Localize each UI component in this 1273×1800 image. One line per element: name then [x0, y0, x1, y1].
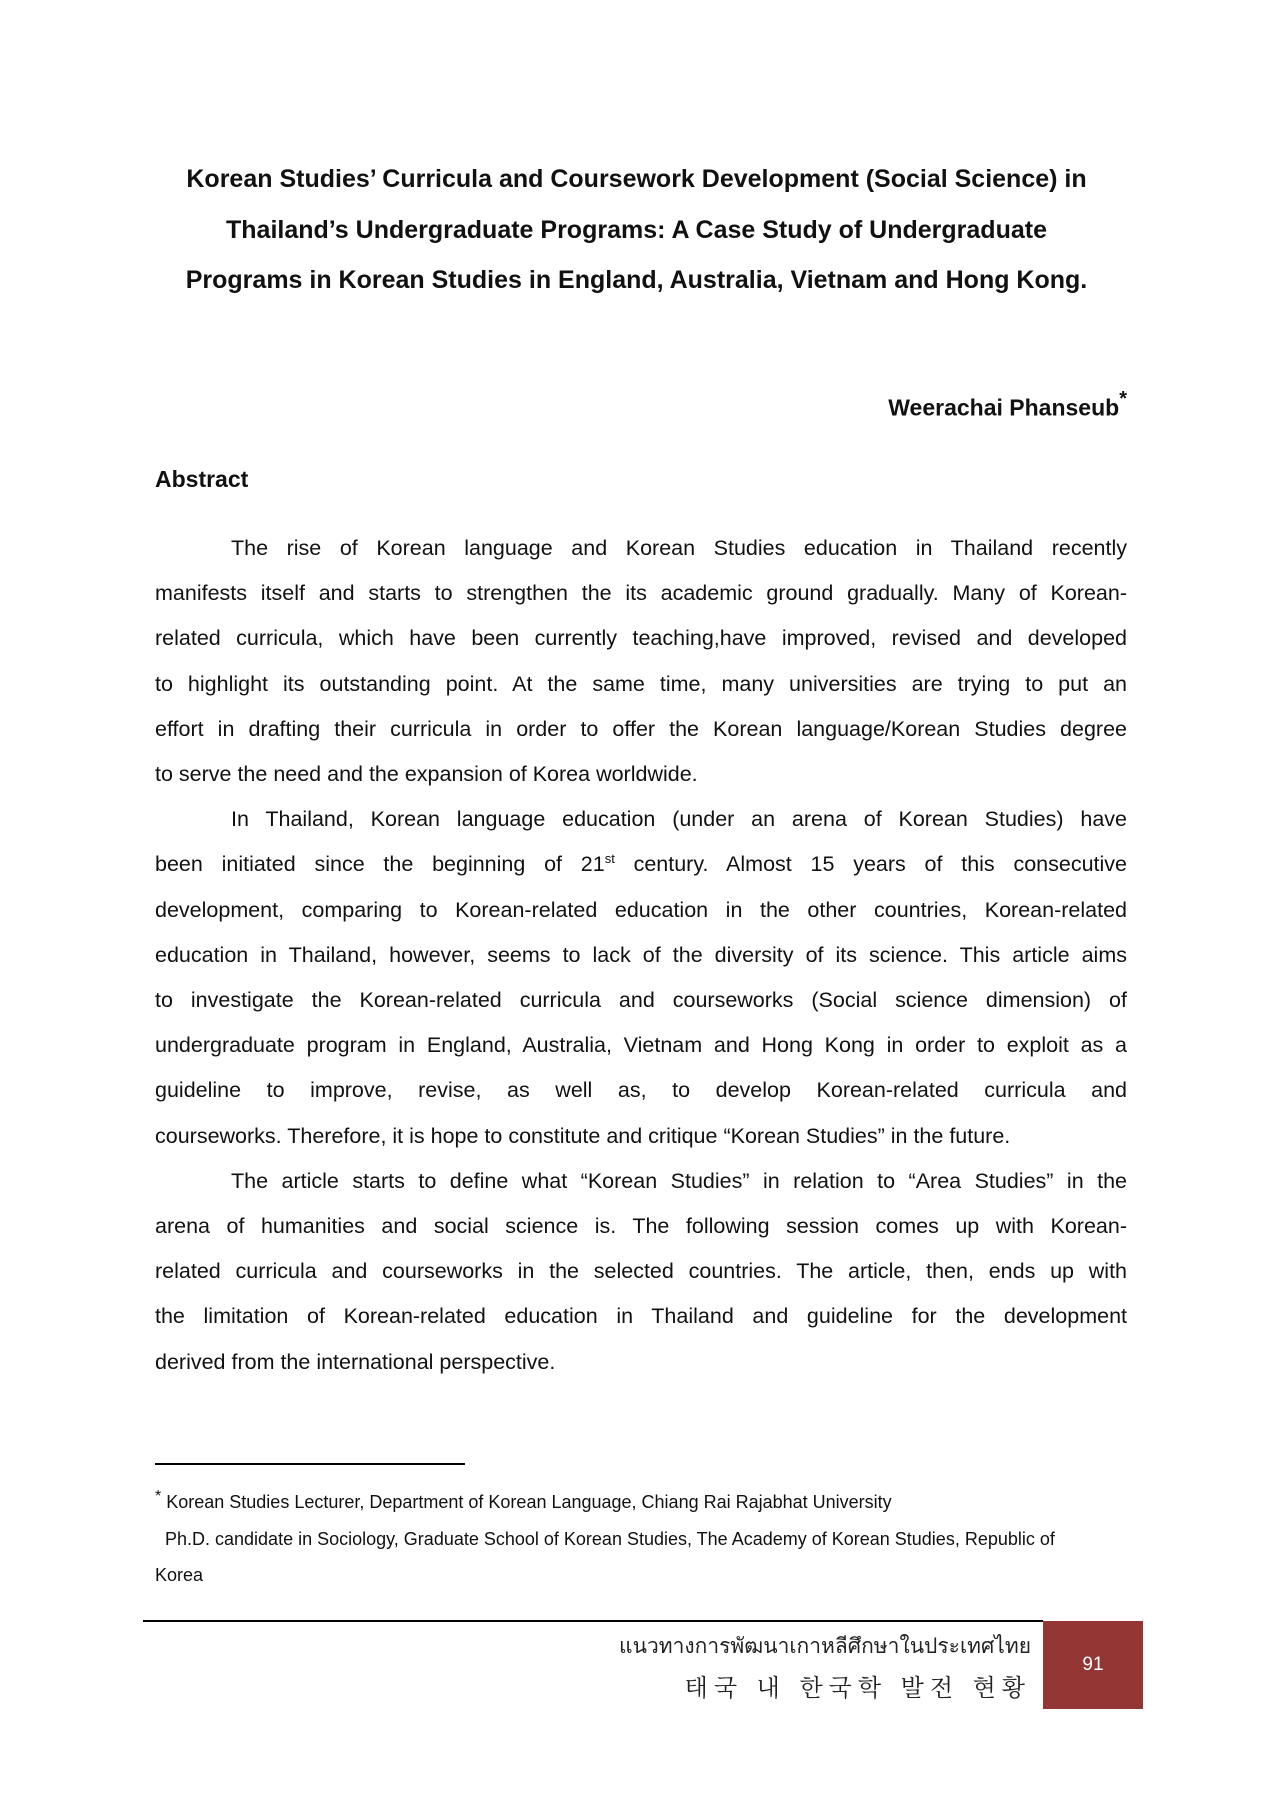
page-number: 91 — [1043, 1621, 1143, 1709]
text-line: effort in drafting their curricula in order to offer the Korean language/Korean Studies degree — [155, 716, 1127, 741]
footnote-line: Ph.D. candidate in Sociology, Graduate School of Korean Studies, The Academy of Korean Studies, Republic of — [165, 1528, 1055, 1549]
title-line: Thailand’s Undergraduate Programs: A Case Study of Undergraduate — [226, 215, 1047, 244]
text-line: In Thailand, Korean language education (under an arena of Korean Studies) have — [231, 807, 1127, 832]
text-line: to investigate the Korean-related curricula and courseworks (Social science dimension) of — [155, 988, 1127, 1013]
text-line: education in Thailand, however, seems to lack of the diversity of its science. This article aims — [155, 942, 1127, 967]
text-line — [155, 842, 1127, 887]
author-footnote-mark: * — [1119, 388, 1127, 410]
text-line: guideline to improve, revise, as well as, to develop Korean-related curricula and — [155, 1078, 1127, 1103]
text-line: development, comparing to Korean-related education in the other countries, Korean-related — [155, 897, 1127, 922]
text-line: related curricula and courseworks in the selected countries. The article, then, ends up with — [155, 1259, 1127, 1284]
abstract-heading: Abstract — [155, 466, 249, 492]
title-line: Programs in Korean Studies in England, Australia, Vietnam and Hong Kong. — [185, 266, 1088, 294]
text-line: the limitation of Korean-related education in Thailand and guideline for the development — [155, 1304, 1127, 1329]
footer-divider — [143, 1620, 1043, 1622]
footnote-mark: * — [155, 1488, 162, 1505]
text-line: arena of humanities and social science is. The following session comes up with Korean- — [155, 1214, 1127, 1239]
text-line: The rise of Korean language and Korean Studies education in Thailand recently — [231, 536, 1127, 560]
author — [888, 390, 1127, 422]
text-line: to highlight its outstanding point. At the same time, many universities are trying to put an — [155, 671, 1127, 696]
text-line: The article starts to define what “Korean Studies” in relation to “Area Studies” in the — [231, 1168, 1127, 1193]
footnote-divider — [155, 1463, 465, 1465]
text-line: undergraduate program in England, Australia, Vietnam and Hong Kong in order to exploit as a — [155, 1033, 1127, 1058]
text-segment: century. Almost 15 years of this consecutive — [614, 852, 1127, 877]
footnote-line — [155, 1484, 1127, 1521]
text-line: related curricula, which have been currently teaching,have improved, revised and developed — [155, 626, 1127, 651]
text-line: derived from the international perspective. — [155, 1349, 556, 1374]
text-line: courseworks. Therefore, it is hope to constitute and critique “Korean Studies” in the future. — [155, 1123, 1011, 1148]
abstract-body — [155, 526, 1127, 1385]
footnote-line: Korea — [155, 1565, 204, 1585]
text-segment: been initiated since the beginning of 21 — [155, 852, 605, 877]
title-line: Korean Studies’ Curricula and Coursework Development (Social Science) in — [186, 165, 1087, 193]
text-line: to serve the need and the expansion of Korea worldwide. — [155, 762, 698, 787]
footnote-text: Korean Studies Lecturer, Department of Korean Language, Chiang Rai Rajabhat University — [161, 1492, 892, 1512]
paper-title — [140, 154, 1133, 306]
footer-thai-title: แนวทางการพัฒนาเกาหลีศึกษาในประเทศไทย — [619, 1635, 1031, 1658]
footer-korean-title: 태국 내 한국학 발전 현황 — [684, 1674, 1031, 1702]
author-name: Weerachai Phanseub — [888, 394, 1120, 421]
text-line: manifests itself and starts to strengthen the its academic ground gradually. Many of Korean- — [155, 581, 1127, 606]
footnotes — [155, 1484, 1127, 1594]
superscript: st — [604, 851, 615, 867]
